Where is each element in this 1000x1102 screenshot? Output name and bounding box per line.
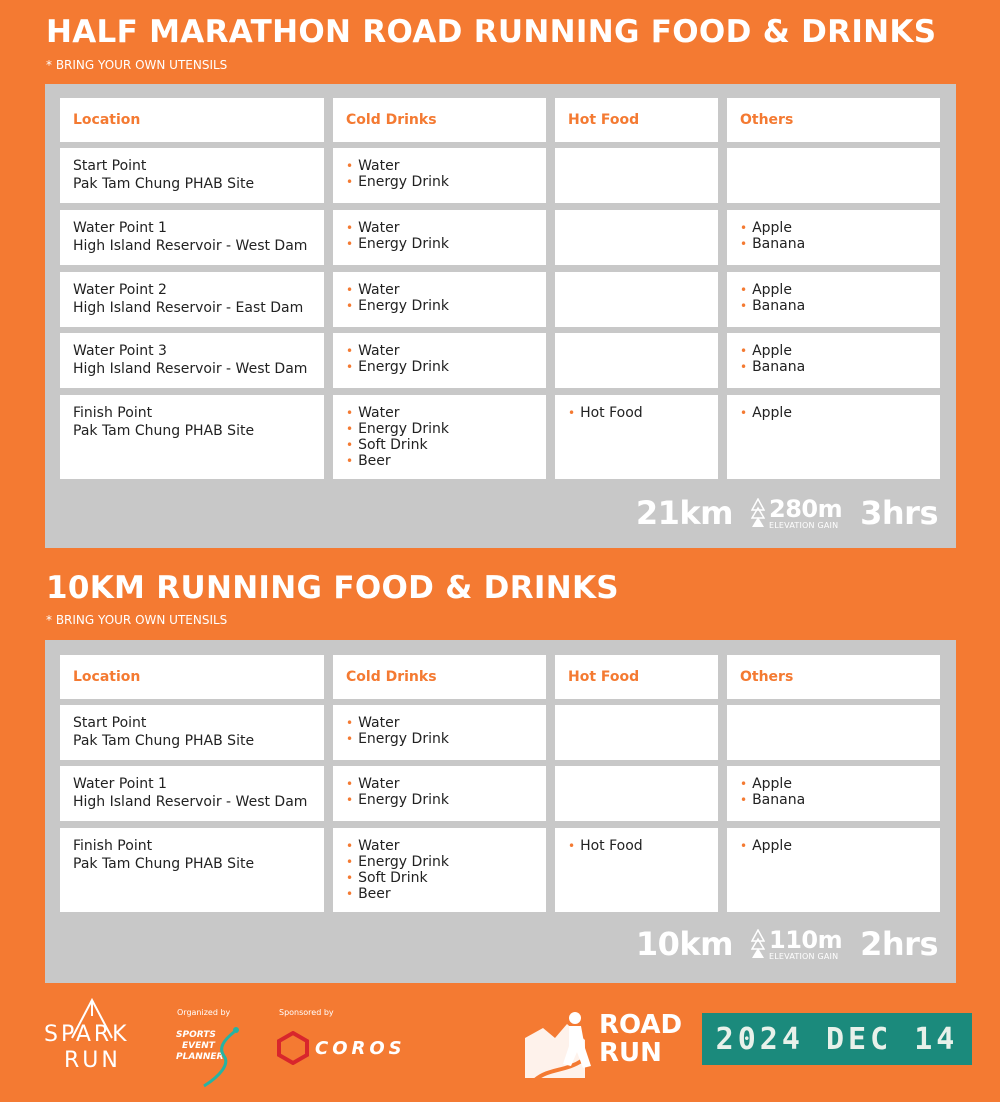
list-item	[346, 405, 533, 421]
list-item	[740, 298, 927, 314]
list-item	[346, 158, 533, 174]
header-others: Others	[727, 98, 940, 142]
item-label: Water	[358, 282, 400, 298]
bullet-icon: •	[346, 299, 354, 313]
bullet-icon: •	[346, 283, 354, 297]
item-label: Apple	[752, 343, 792, 359]
bullet-icon: •	[346, 406, 354, 420]
route-stats	[636, 494, 938, 532]
cell-cold-drinks	[333, 828, 546, 912]
cell-others	[727, 272, 940, 327]
spark-run-logo	[42, 996, 142, 1078]
item-label: Energy Drink	[358, 421, 449, 437]
organizer-line1: SPORTS	[176, 1030, 216, 1040]
item-label: Energy Drink	[358, 236, 449, 252]
runner-swoosh-icon	[174, 1026, 244, 1090]
list-item	[346, 776, 533, 792]
cell-others	[727, 333, 940, 388]
item-label: Banana	[752, 298, 806, 314]
bullet-icon: •	[346, 221, 354, 235]
run-text: RUN	[64, 1048, 121, 1073]
location-name: Water Point 1	[73, 220, 167, 236]
list-item	[346, 236, 533, 252]
bullet-icon: •	[568, 406, 576, 420]
bullet-icon: •	[740, 237, 748, 251]
bullet-icon: •	[740, 793, 748, 807]
bullet-icon: •	[740, 283, 748, 297]
coros-logo	[277, 1030, 427, 1066]
tenk-table	[45, 640, 956, 983]
item-label: Water	[358, 405, 400, 421]
tenk-note: * BRING YOUR OWN UTENSILS	[46, 613, 228, 627]
list-item	[346, 220, 533, 236]
bullet-icon: •	[346, 159, 354, 173]
elevation-gain	[751, 494, 843, 530]
road-text: ROAD	[599, 1010, 683, 1040]
bullet-icon: •	[740, 221, 748, 235]
bullet-icon: •	[346, 360, 354, 374]
cell-cold-drinks	[333, 395, 546, 479]
item-label: Soft Drink	[358, 437, 428, 453]
cell-location	[60, 705, 324, 760]
cell-cold-drinks	[333, 333, 546, 388]
bullet-icon: •	[740, 406, 748, 420]
elevation-value: 280m	[769, 494, 843, 523]
bullet-icon: •	[346, 237, 354, 251]
location-name: Start Point	[73, 715, 147, 731]
list-item	[740, 343, 927, 359]
item-label: Hot Food	[580, 838, 643, 854]
list-item	[346, 421, 533, 437]
location-name: Water Point 1	[73, 776, 167, 792]
list-item	[740, 405, 927, 421]
cell-location	[60, 272, 324, 327]
location-site: High Island Reservoir - East Dam	[73, 300, 304, 316]
list-item	[568, 405, 705, 421]
item-label: Banana	[752, 792, 806, 808]
spark-text: SPARK	[44, 1022, 130, 1047]
list-item	[346, 282, 533, 298]
cell-hot-food	[555, 272, 718, 327]
cell-others	[727, 828, 940, 912]
list-item	[740, 359, 927, 375]
bullet-icon: •	[740, 344, 748, 358]
location-name: Finish Point	[73, 838, 153, 854]
item-label: Soft Drink	[358, 870, 428, 886]
sponsored-by-label: Sponsored by	[279, 1008, 334, 1017]
item-label: Apple	[752, 405, 792, 421]
list-item	[346, 453, 533, 469]
elevation-triangle-icon	[751, 498, 765, 528]
bullet-icon: •	[346, 422, 354, 436]
bullet-icon: •	[346, 344, 354, 358]
list-item	[346, 838, 533, 854]
cell-location	[60, 395, 324, 479]
half-marathon-table	[45, 84, 956, 548]
header-location: Location	[60, 98, 324, 142]
item-label: Energy Drink	[358, 174, 449, 190]
organized-by-label: Organized by	[177, 1008, 231, 1017]
cell-others	[727, 766, 940, 821]
item-label: Apple	[752, 776, 792, 792]
distance-value: 21km	[635, 494, 734, 532]
cell-cold-drinks	[333, 705, 546, 760]
cell-others	[727, 705, 940, 760]
bullet-icon: •	[346, 454, 354, 468]
item-label: Water	[358, 220, 400, 236]
bullet-icon: •	[346, 887, 354, 901]
list-item	[740, 236, 927, 252]
item-label: Apple	[752, 220, 792, 236]
cell-cold-drinks	[333, 210, 546, 265]
cell-others	[727, 210, 940, 265]
cell-hot-food	[555, 395, 718, 479]
item-label: Hot Food	[580, 405, 643, 421]
elevation-value: 110m	[769, 925, 843, 954]
road-run-logo	[525, 1008, 685, 1086]
elevation-text	[769, 925, 843, 961]
list-item	[740, 838, 927, 854]
location-site: Pak Tam Chung PHAB Site	[73, 423, 255, 439]
elevation-gain	[751, 925, 843, 961]
location-site: High Island Reservoir - West Dam	[73, 794, 308, 810]
location-name: Water Point 2	[73, 282, 167, 298]
list-item	[346, 870, 533, 886]
half-marathon-title: HALF MARATHON ROAD RUNNING FOOD & DRINKS	[46, 14, 937, 50]
cell-others	[727, 395, 940, 479]
item-label: Energy Drink	[358, 792, 449, 808]
list-item	[346, 792, 533, 808]
bullet-icon: •	[740, 839, 748, 853]
bullet-icon: •	[346, 175, 354, 189]
list-item	[346, 343, 533, 359]
cell-hot-food	[555, 766, 718, 821]
cell-location	[60, 333, 324, 388]
cell-cold-drinks	[333, 272, 546, 327]
duration-value: 3hrs	[860, 494, 938, 532]
location-name: Start Point	[73, 158, 147, 174]
list-item	[740, 220, 927, 236]
list-item	[346, 886, 533, 902]
bullet-icon: •	[346, 716, 354, 730]
location-name: Water Point 3	[73, 343, 167, 359]
elevation-label: ELEVATION GAIN	[769, 951, 839, 961]
location-name: Finish Point	[73, 405, 153, 421]
header-cold-drinks: Cold Drinks	[333, 655, 546, 699]
list-item	[346, 174, 533, 190]
item-label: Energy Drink	[358, 854, 449, 870]
cell-location	[60, 828, 324, 912]
item-label: Beer	[358, 453, 391, 469]
bullet-icon: •	[346, 855, 354, 869]
duration-value: 2hrs	[860, 925, 938, 963]
cell-hot-food	[555, 333, 718, 388]
cell-hot-food	[555, 148, 718, 203]
item-label: Water	[358, 158, 400, 174]
location-site: Pak Tam Chung PHAB Site	[73, 733, 255, 749]
bullet-icon: •	[346, 438, 354, 452]
item-label: Banana	[752, 236, 806, 252]
bullet-icon: •	[346, 777, 354, 791]
tenk-title: 10KM RUNNING FOOD & DRINKS	[46, 570, 619, 606]
cell-others	[727, 148, 940, 203]
road-runner-icon	[525, 1008, 603, 1086]
bullet-icon: •	[568, 839, 576, 853]
header-hot-food: Hot Food	[555, 98, 718, 142]
list-item	[740, 792, 927, 808]
organizer-line2: EVENT	[182, 1041, 215, 1051]
item-label: Water	[358, 343, 400, 359]
list-item	[346, 437, 533, 453]
list-item	[346, 359, 533, 375]
list-item	[740, 776, 927, 792]
list-item	[346, 715, 533, 731]
item-label: Water	[358, 776, 400, 792]
sports-event-planner-logo	[174, 1026, 244, 1090]
run-logo-text: RUN	[599, 1038, 662, 1068]
elevation-text	[769, 494, 843, 530]
item-label: Water	[358, 838, 400, 854]
item-label: Energy Drink	[358, 298, 449, 314]
bullet-icon: •	[346, 793, 354, 807]
event-date-badge: 2024 DEC 14	[702, 1013, 972, 1065]
cell-hot-food	[555, 210, 718, 265]
cell-location	[60, 766, 324, 821]
bullet-icon: •	[346, 732, 354, 746]
cell-cold-drinks	[333, 766, 546, 821]
bullet-icon: •	[740, 777, 748, 791]
list-item	[346, 731, 533, 747]
bullet-icon: •	[740, 360, 748, 374]
item-label: Apple	[752, 838, 792, 854]
item-label: Banana	[752, 359, 806, 375]
item-label: Water	[358, 715, 400, 731]
cell-location	[60, 210, 324, 265]
cell-hot-food	[555, 828, 718, 912]
cell-hot-food	[555, 705, 718, 760]
location-site: High Island Reservoir - West Dam	[73, 361, 308, 377]
item-label: Beer	[358, 886, 391, 902]
organizer-line3: PLANNER	[176, 1052, 224, 1062]
header-cold-drinks: Cold Drinks	[333, 98, 546, 142]
item-label: Energy Drink	[358, 731, 449, 747]
list-item	[568, 838, 705, 854]
list-item	[346, 298, 533, 314]
location-site: High Island Reservoir - West Dam	[73, 238, 308, 254]
route-stats	[636, 925, 938, 963]
header-others: Others	[727, 655, 940, 699]
cell-cold-drinks	[333, 148, 546, 203]
item-label: Energy Drink	[358, 359, 449, 375]
bullet-icon: •	[346, 871, 354, 885]
elevation-triangle-icon	[751, 929, 765, 959]
bullet-icon: •	[740, 299, 748, 313]
item-label: Apple	[752, 282, 792, 298]
distance-value: 10km	[635, 925, 734, 963]
half-marathon-note: * BRING YOUR OWN UTENSILS	[46, 58, 228, 72]
elevation-label: ELEVATION GAIN	[769, 520, 839, 530]
coros-text: COROS	[315, 1037, 406, 1059]
list-item	[740, 282, 927, 298]
location-site: Pak Tam Chung PHAB Site	[73, 176, 255, 192]
list-item	[346, 854, 533, 870]
coros-hexagon-icon	[277, 1031, 309, 1065]
cell-location	[60, 148, 324, 203]
header-hot-food: Hot Food	[555, 655, 718, 699]
bullet-icon: •	[346, 839, 354, 853]
location-site: Pak Tam Chung PHAB Site	[73, 856, 255, 872]
header-location: Location	[60, 655, 324, 699]
